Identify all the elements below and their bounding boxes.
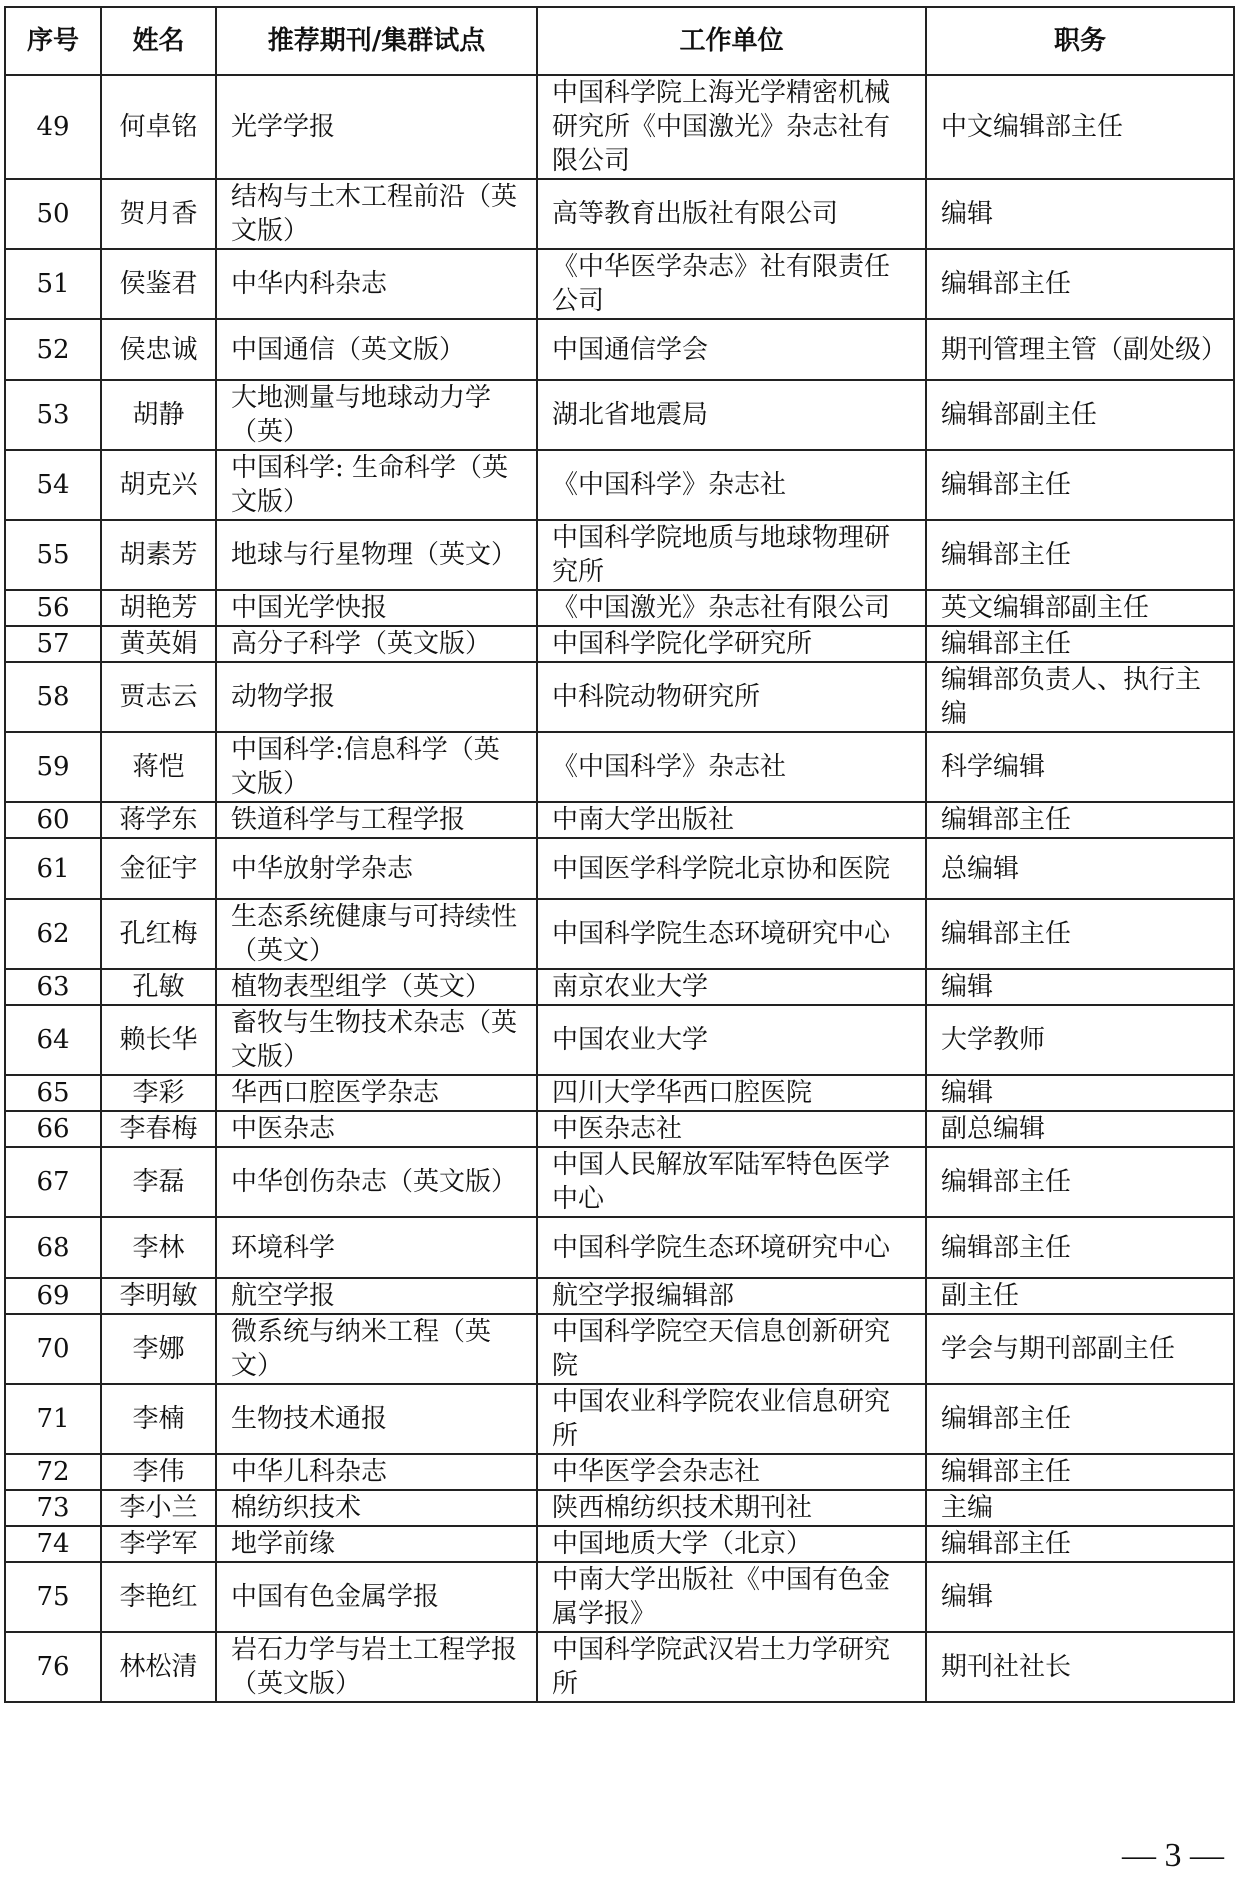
cell-journal: 中华创伤杂志（英文版） <box>216 1147 537 1217</box>
cell-name: 李春梅 <box>101 1111 216 1147</box>
cell-employer: 中国科学院生态环境研究中心 <box>537 1217 926 1278</box>
cell-position: 编辑部主任 <box>926 450 1234 520</box>
table-row <box>5 1562 1234 1632</box>
cell-index: 73 <box>5 1490 101 1526</box>
cell-name: 蒋学东 <box>101 802 216 838</box>
cell-index: 63 <box>5 969 101 1005</box>
cell-name: 赖长华 <box>101 1005 216 1075</box>
cell-name: 贾志云 <box>101 662 216 732</box>
table-row <box>5 1111 1234 1147</box>
cell-employer: 湖北省地震局 <box>537 380 926 450</box>
table-row <box>5 1075 1234 1111</box>
cell-employer: 中国农业大学 <box>537 1005 926 1075</box>
cell-position: 副总编辑 <box>926 1111 1234 1147</box>
table-row <box>5 1384 1234 1454</box>
cell-position: 主编 <box>926 1490 1234 1526</box>
cell-employer: 中国地质大学（北京） <box>537 1526 926 1562</box>
cell-position: 期刊社社长 <box>926 1632 1234 1702</box>
cell-position: 编辑部主任 <box>926 1454 1234 1490</box>
cell-name: 何卓铭 <box>101 75 216 179</box>
cell-index: 74 <box>5 1526 101 1562</box>
cell-journal: 光学学报 <box>216 75 537 179</box>
table-row <box>5 626 1234 662</box>
cell-position: 学会与期刊部副主任 <box>926 1314 1234 1384</box>
cell-index: 60 <box>5 802 101 838</box>
cell-journal: 大地测量与地球动力学（英） <box>216 380 537 450</box>
cell-name: 李小兰 <box>101 1490 216 1526</box>
cell-index: 69 <box>5 1278 101 1314</box>
cell-index: 51 <box>5 249 101 319</box>
cell-name: 侯鉴君 <box>101 249 216 319</box>
cell-journal: 中国科学: 生命科学（英文版） <box>216 450 537 520</box>
cell-position: 副主任 <box>926 1278 1234 1314</box>
cell-index: 55 <box>5 520 101 590</box>
cell-journal: 动物学报 <box>216 662 537 732</box>
cell-name: 李彩 <box>101 1075 216 1111</box>
cell-name: 蒋恺 <box>101 732 216 802</box>
table-row <box>5 802 1234 838</box>
table-row <box>5 380 1234 450</box>
cell-name: 孔红梅 <box>101 899 216 969</box>
table-row <box>5 1454 1234 1490</box>
cell-index: 61 <box>5 838 101 899</box>
cell-employer: 高等教育出版社有限公司 <box>537 179 926 249</box>
cell-employer: 陕西棉纺织技术期刊社 <box>537 1490 926 1526</box>
cell-employer: 《中国科学》杂志社 <box>537 732 926 802</box>
table-row <box>5 899 1234 969</box>
cell-name: 李艳红 <box>101 1562 216 1632</box>
table-row <box>5 732 1234 802</box>
table-row <box>5 1526 1234 1562</box>
cell-name: 胡静 <box>101 380 216 450</box>
table-row <box>5 1314 1234 1384</box>
cell-position: 编辑部主任 <box>926 1217 1234 1278</box>
cell-name: 胡素芳 <box>101 520 216 590</box>
cell-index: 66 <box>5 1111 101 1147</box>
cell-index: 54 <box>5 450 101 520</box>
cell-position: 编辑部主任 <box>926 1526 1234 1562</box>
cell-journal: 生物技术通报 <box>216 1384 537 1454</box>
cell-name: 贺月香 <box>101 179 216 249</box>
table-row <box>5 590 1234 626</box>
cell-index: 56 <box>5 590 101 626</box>
cell-employer: 中科院动物研究所 <box>537 662 926 732</box>
table-row <box>5 75 1234 179</box>
cell-name: 李伟 <box>101 1454 216 1490</box>
roster-table <box>4 6 1235 1703</box>
cell-index: 75 <box>5 1562 101 1632</box>
cell-name: 林松清 <box>101 1632 216 1702</box>
cell-journal: 铁道科学与工程学报 <box>216 802 537 838</box>
cell-employer: 中华医学会杂志社 <box>537 1454 926 1490</box>
cell-employer: 航空学报编辑部 <box>537 1278 926 1314</box>
cell-journal: 棉纺织技术 <box>216 1490 537 1526</box>
cell-name: 胡克兴 <box>101 450 216 520</box>
table-row <box>5 1217 1234 1278</box>
cell-index: 70 <box>5 1314 101 1384</box>
cell-position: 编辑部负责人、执行主编 <box>926 662 1234 732</box>
cell-employer: 中南大学出版社《中国有色金属学报》 <box>537 1562 926 1632</box>
cell-index: 53 <box>5 380 101 450</box>
cell-name: 李娜 <box>101 1314 216 1384</box>
cell-position: 编辑部主任 <box>926 1384 1234 1454</box>
cell-journal: 结构与土木工程前沿（英文版） <box>216 179 537 249</box>
cell-position: 编辑部副主任 <box>926 380 1234 450</box>
cell-employer: 《中国科学》杂志社 <box>537 450 926 520</box>
cell-position: 编辑 <box>926 1075 1234 1111</box>
cell-position: 期刊管理主管（副处级） <box>926 319 1234 380</box>
header-name: 姓名 <box>101 7 216 75</box>
cell-employer: 中医杂志社 <box>537 1111 926 1147</box>
cell-position: 编辑 <box>926 969 1234 1005</box>
table-row <box>5 1632 1234 1702</box>
cell-position: 科学编辑 <box>926 732 1234 802</box>
cell-index: 65 <box>5 1075 101 1111</box>
header-index: 序号 <box>5 7 101 75</box>
header-journal: 推荐期刊/集群试点 <box>216 7 537 75</box>
cell-position: 编辑部主任 <box>926 520 1234 590</box>
cell-name: 李楠 <box>101 1384 216 1454</box>
cell-index: 52 <box>5 319 101 380</box>
cell-employer: 中国人民解放军陆军特色医学中心 <box>537 1147 926 1217</box>
table-row <box>5 1005 1234 1075</box>
cell-employer: 中国科学院地质与地球物理研究所 <box>537 520 926 590</box>
cell-employer: 南京农业大学 <box>537 969 926 1005</box>
cell-name: 孔敏 <box>101 969 216 1005</box>
cell-name: 侯忠诚 <box>101 319 216 380</box>
cell-position: 编辑 <box>926 1562 1234 1632</box>
cell-journal: 岩石力学与岩土工程学报（英文版） <box>216 1632 537 1702</box>
cell-employer: 四川大学华西口腔医院 <box>537 1075 926 1111</box>
cell-position: 英文编辑部副主任 <box>926 590 1234 626</box>
table-row <box>5 450 1234 520</box>
cell-journal: 中国有色金属学报 <box>216 1562 537 1632</box>
table-row <box>5 1147 1234 1217</box>
cell-name: 李学军 <box>101 1526 216 1562</box>
cell-employer: 中国医学科学院北京协和医院 <box>537 838 926 899</box>
table-row <box>5 1278 1234 1314</box>
cell-index: 49 <box>5 75 101 179</box>
cell-journal: 华西口腔医学杂志 <box>216 1075 537 1111</box>
cell-index: 67 <box>5 1147 101 1217</box>
cell-journal: 环境科学 <box>216 1217 537 1278</box>
cell-employer: 《中华医学杂志》社有限责任公司 <box>537 249 926 319</box>
cell-position: 编辑部主任 <box>926 249 1234 319</box>
cell-name: 胡艳芳 <box>101 590 216 626</box>
cell-index: 71 <box>5 1384 101 1454</box>
cell-position: 编辑部主任 <box>926 1147 1234 1217</box>
cell-journal: 中华儿科杂志 <box>216 1454 537 1490</box>
cell-journal: 地球与行星物理（英文） <box>216 520 537 590</box>
cell-index: 50 <box>5 179 101 249</box>
cell-employer: 中国农业科学院农业信息研究所 <box>537 1384 926 1454</box>
cell-journal: 中医杂志 <box>216 1111 537 1147</box>
cell-position: 中文编辑部主任 <box>926 75 1234 179</box>
header-employer: 工作单位 <box>537 7 926 75</box>
cell-index: 57 <box>5 626 101 662</box>
header-row <box>5 7 1234 75</box>
cell-index: 64 <box>5 1005 101 1075</box>
cell-position: 大学教师 <box>926 1005 1234 1075</box>
cell-name: 李磊 <box>101 1147 216 1217</box>
cell-name: 李明敏 <box>101 1278 216 1314</box>
cell-journal: 航空学报 <box>216 1278 537 1314</box>
cell-journal: 微系统与纳米工程（英文） <box>216 1314 537 1384</box>
cell-journal: 地学前缘 <box>216 1526 537 1562</box>
cell-name: 金征宇 <box>101 838 216 899</box>
cell-journal: 中国科学:信息科学（英文版） <box>216 732 537 802</box>
cell-journal: 中华内科杂志 <box>216 249 537 319</box>
cell-position: 编辑 <box>926 179 1234 249</box>
cell-journal: 畜牧与生物技术杂志（英文版） <box>216 1005 537 1075</box>
table-row <box>5 969 1234 1005</box>
cell-employer: 中国通信学会 <box>537 319 926 380</box>
cell-position: 总编辑 <box>926 838 1234 899</box>
cell-position: 编辑部主任 <box>926 626 1234 662</box>
cell-index: 62 <box>5 899 101 969</box>
cell-index: 58 <box>5 662 101 732</box>
cell-position: 编辑部主任 <box>926 899 1234 969</box>
cell-name: 李林 <box>101 1217 216 1278</box>
cell-journal: 生态系统健康与可持续性（英文） <box>216 899 537 969</box>
header-position: 职务 <box>926 7 1234 75</box>
cell-journal: 中国通信（英文版） <box>216 319 537 380</box>
table-row <box>5 838 1234 899</box>
table-row <box>5 520 1234 590</box>
cell-index: 68 <box>5 1217 101 1278</box>
cell-employer: 《中国激光》杂志社有限公司 <box>537 590 926 626</box>
table-row <box>5 662 1234 732</box>
cell-name: 黄英娟 <box>101 626 216 662</box>
cell-employer: 中国科学院生态环境研究中心 <box>537 899 926 969</box>
cell-employer: 中国科学院空天信息创新研究院 <box>537 1314 926 1384</box>
cell-employer: 中国科学院武汉岩土力学研究所 <box>537 1632 926 1702</box>
cell-journal: 高分子科学（英文版） <box>216 626 537 662</box>
page-number: — 3 — <box>1122 1837 1224 1874</box>
table-header <box>5 7 1234 75</box>
table-row <box>5 249 1234 319</box>
cell-employer: 中国科学院化学研究所 <box>537 626 926 662</box>
table-row <box>5 319 1234 380</box>
cell-index: 72 <box>5 1454 101 1490</box>
cell-employer: 中南大学出版社 <box>537 802 926 838</box>
cell-journal: 植物表型组学（英文） <box>216 969 537 1005</box>
cell-employer: 中国科学院上海光学精密机械研究所《中国激光》杂志社有限公司 <box>537 75 926 179</box>
table-row <box>5 179 1234 249</box>
cell-journal: 中华放射学杂志 <box>216 838 537 899</box>
table-body <box>5 75 1234 1702</box>
cell-index: 76 <box>5 1632 101 1702</box>
cell-journal: 中国光学快报 <box>216 590 537 626</box>
table-row <box>5 1490 1234 1526</box>
cell-position: 编辑部主任 <box>926 802 1234 838</box>
cell-index: 59 <box>5 732 101 802</box>
